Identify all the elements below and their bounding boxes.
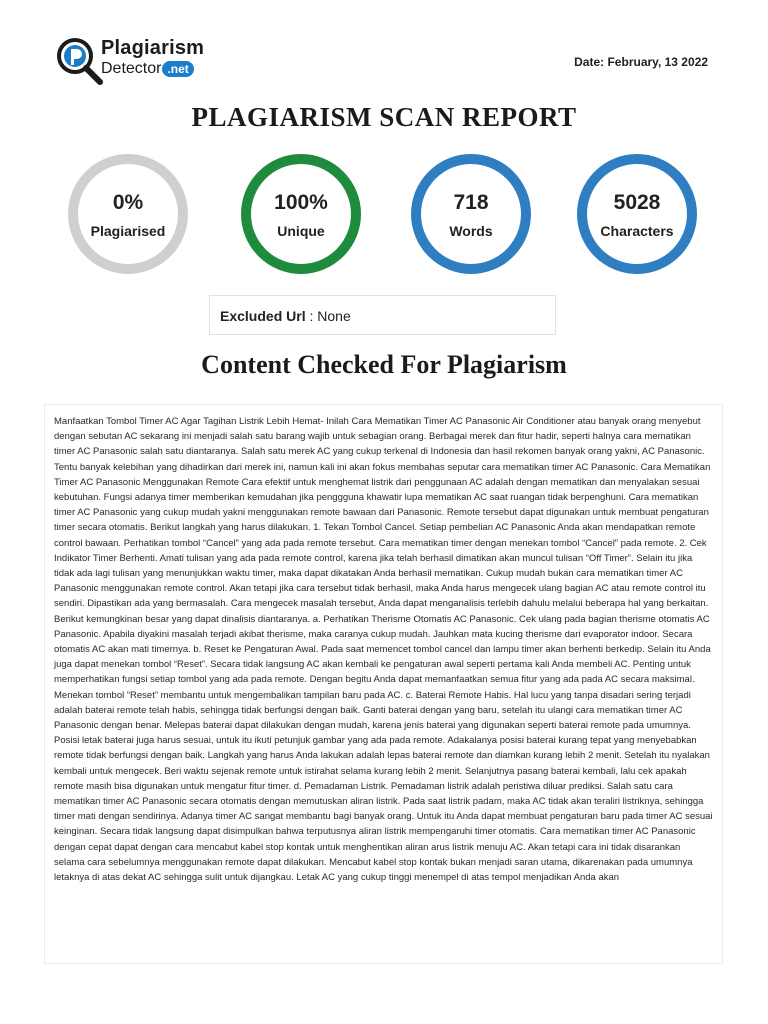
report-date: Date: February, 13 2022 [574, 55, 708, 69]
excluded-url-box [209, 295, 556, 335]
logo-title: Plagiarism [101, 37, 205, 59]
stat-plagiarised-ring [68, 154, 188, 274]
stat-words-ring [411, 154, 531, 274]
magnifier-logo-icon [55, 36, 107, 88]
checked-content-text: Manfaatkan Tombol Timer AC Agar Tagihan Listrik Lebih Hemat- Inilah Cara Mematikan Timer AC Panasonic Air Conditioner atau banyak orang menyebut dengan sebutan AC sekarang ini menjadi salah satu barang wajib untuk sebagian orang. Berbagai merek dan fitur hadir, seperti halnya cara mematikan timer AC Panasonic salah satu diantaranya. Salah satu merek AC yang cukup terkenal di Indonesia dan hasil rekomen banyak orang yakni, AC Panasonic. Tentu banyak kelebihan yang dihadirkan dari merek ini, namun kali ini akan fokus membahas seputar cara mematikan timer AC Panasonic. Cara Mematikan Timer AC Panasonic Menggunakan Remote Cara efektif untuk menghemat listrik dari penggunaan AC adalah dengan mematikan dan menyalakan sesuai kebutuhan. Fungsi adanya timer memberikan kemudahan jika penggguna khawatir lupa mematikan AC saat ruangan tidak berpenghuni. Cara mematikan timer AC Panasonic yang cukup mudah yakni menggunakan remote bawaan dari Panasonic. Remote tersebut dapat digunakan untuk membuat pengaturan timer secara otomatis. Berikut langkah yang harus dilakukan. 1. Tekan Tombol Cancel. Setiap pembelian AC Panasonic Anda akan mendapatkan remote control bawaan. Perhatikan tombol “Cancel” yang ada pada remote tersebut. Cara mematikan timer dengan menekan tombol “Cancel” pada remote. 2. Cek Indikator Timer Berhenti. Amati tulisan yang ada pada remote control, karena jika telah berhasil dimatikan akan muncul tulisan “Off Timer”. Selain itu jika tidak ada lagi tulisan yang menunjukkan waktu timer, maka dapat dikatakan Anda berhasil mematikan. Cukup mudah bukan cara mematikan timer AC Panasonic menggunakan remote control. Akan tetapi jika cara tersebut tidak berhasil, maka Anda harus mengecek ulang bagian AC atau remote control itu sendiri. Dipastikan ada yang bermasalah. Cara mengecek masalah tersebut, Anda dapat menganalisis terlebih dahulu melalui beberapa hal yang berkaitan. Berikut kemungkinan besar yang dapat dinalisis diantaranya. a. Perhatikan Therisme Otomatis AC Panasonic. Cek ulang pada bagian therisme otomatis AC Panasonic. Apabila diyakini masalah terjadi akibat therisme, maka caranya cukup mudah. Jauhkan mata kucing therisme dari evaporator indoor. Secara otomatis AC akan mati timernya. b. Reset ke Pengaturan Awal. Pada saat memencet tombol cancel dan lampu timer akan berhenti berkedip. Selain itu Anda juga dapat menekan tombol “Reset”. Secara tidak langsung AC akan kembali ke pengaturan awal seperti pertama kali Anda membeli AC. Penting untuk memperhatikan fungsi setiap tombol yang ada pada remote. Dengan begitu Anda dapat memanfaatkan semua fitur yang ada pada AC secara maksimal. Menekan tombol “Reset” membantu untuk mengembalikan tampilan baru pada AC. c. Baterai Remote Habis. Hal lucu yang tanpa disadari sering terjadi adalah baterai remote telah habis, sehingga tidak berfungsi dengan baik. Ganti baterai dengan yang baru, setelah itu ulangi cara mematikan timer AC Panasonic dengan benar. Melepas baterai dapat dilakukan dengan mudah, karena jenis baterai yang digunakan seperti baterai remote pada umumnya. Posisi letak baterai juga harus sesuai, untuk itu ikuti petunjuk gambar yang ada pada remote. Adakalanya posisi baterai kurang tepat yang menyebabkan remote tidak berfungsi dengan baik. Langkah yang harus Anda lakukan adalah lepas baterai remote dan diamkan kurang lebih 2 menit. Setelah itu nyalakan kembali untuk mengecek. Beri waktu sejenak remote untuk istirahat selama kurang lebih 2 menit. Selanjutnya pasang baterai kembali, lalu cek apakah remote masih bisa digunakan untuk mengatur fitur timer. d. Pemadaman Listrik. Pemadaman listrik adalah peristiwa diluar prediksi. Salah satu cara mematikan timer AC Panasonic secara otomatis dengan memutuskan aliran listrik. Pada saat listrik padam, maka AC tidak akan teraliri listriknya, sehingga timer mati dengan sendirinya. Adanya timer AC sangat membantu bagi banyak orang. Untuk itu Anda dapat membuat pengaturan baru pada timer AC sesuai keinginan. Secara tidak langsung dapat disimpulkan bahwa terputusnya aliran listrik mempengaruhi timer otomatis. Cara mematikan timer AC Panasonic dengan cepat dapat dengan cara mencabut kabel stop kontak untuk menghentikan aliran arus listrik menuju AC. Akan tetapi cara ini tidak disarankan selama cara sebelumnya menggunakan remote dapat dilakukan. Mencabut kabel stop kontak bukan menjadi saran utama, dikarenakan pada umumnya letaknya di atas dekat AC sehingga sulit untuk dijangkau. Letak AC yang cukup tinggi menempel di atas tempol menjadikan Anda akan [54, 416, 713, 884]
stat-characters-label: Characters [600, 223, 674, 239]
stat-plagiarised-label: Plagiarised [90, 223, 166, 239]
site-logo[interactable] [55, 36, 215, 88]
stat-words-value: 718 [453, 191, 489, 214]
stat-unique-label: Unique [277, 223, 325, 239]
stat-characters-value: 5028 [613, 191, 661, 214]
stat-plagiarised-value: 0% [112, 191, 144, 214]
logo-net-badge: .net [162, 61, 193, 77]
logo-subtitle [101, 60, 194, 78]
stat-characters-ring [577, 154, 697, 274]
logo-detector-word: Detector [101, 60, 162, 77]
report-title: PLAGIARISM SCAN REPORT [191, 102, 577, 132]
excluded-url-value: : None [305, 308, 351, 324]
checked-content-box [44, 404, 723, 964]
content-section-title: Content Checked For Plagiarism [201, 350, 567, 379]
excluded-url-label: Excluded Url [220, 308, 306, 324]
stat-unique-value: 100% [274, 191, 328, 214]
stat-words-label: Words [449, 223, 493, 239]
stat-unique-ring [241, 154, 361, 274]
